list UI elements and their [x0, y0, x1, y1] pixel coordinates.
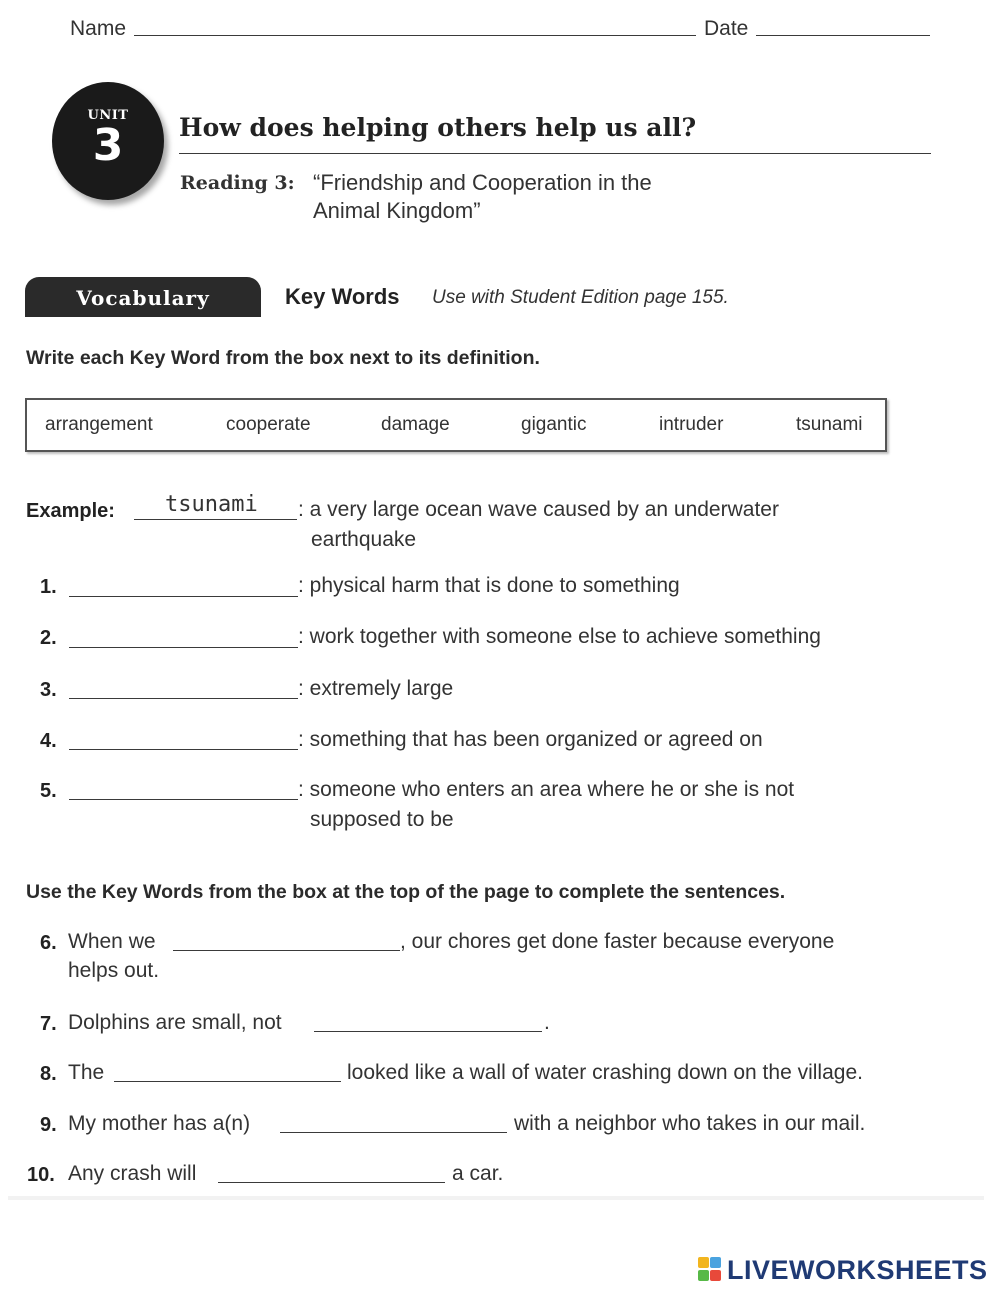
- instructions-part1: Write each Key Word from the box next to its definition.: [26, 347, 540, 369]
- sentence-text-before: Dolphins are small, not: [68, 1011, 282, 1034]
- student-edition-note: Use with Student Edition page 155.: [432, 287, 729, 308]
- definition-number: 5.: [40, 780, 57, 802]
- sentence-number: 7.: [40, 1013, 57, 1035]
- date-label: Date: [704, 17, 749, 40]
- word-box-item: gigantic: [521, 414, 587, 435]
- key-words-label: Key Words: [285, 284, 400, 309]
- sentence-text-before: Any crash will: [68, 1162, 197, 1185]
- definition-text-line2: supposed to be: [310, 808, 454, 831]
- example-definition-line1: : a very large ocean wave caused by an underwater: [298, 498, 779, 521]
- word-box-item: damage: [381, 414, 450, 435]
- date-field[interactable]: [756, 35, 930, 36]
- sentence-answer-blank[interactable]: [314, 1031, 542, 1032]
- unit-label: UNIT: [87, 108, 129, 123]
- sentence-text-line2: helps out.: [68, 959, 160, 982]
- instructions-part2: Use the Key Words from the box at the top of the page to complete the sentences.: [26, 881, 786, 903]
- example-blank: [134, 519, 297, 520]
- reading-title-line2: Animal Kingdom”: [313, 198, 481, 223]
- definition-text: : something that has been organized or agreed on: [298, 728, 763, 751]
- page-title: How does helping others help us all?: [179, 113, 697, 142]
- sentence-text-before: My mother has a(n): [68, 1112, 251, 1135]
- page-bottom-edge: [8, 1196, 984, 1200]
- word-box-item: cooperate: [226, 414, 311, 435]
- sentence-text-after: , our chores get done faster because everyone: [400, 930, 835, 953]
- sentence-number: 8.: [40, 1063, 57, 1085]
- definition-text: : someone who enters an area where he or she is not: [298, 778, 795, 801]
- definition-text: : work together with someone else to achieve something: [298, 625, 821, 648]
- definition-answer-blank[interactable]: [69, 647, 298, 648]
- sentence-answer-blank[interactable]: [114, 1081, 341, 1082]
- example-definition-line2: earthquake: [311, 528, 417, 551]
- sentence-text-after: .: [544, 1011, 550, 1034]
- sentence-text-before: When we: [68, 930, 156, 953]
- name-label: Name: [70, 17, 127, 40]
- sentence-answer-blank[interactable]: [173, 950, 400, 951]
- reading-title-line1: “Friendship and Cooperation in the: [313, 170, 652, 195]
- sentence-answer-blank[interactable]: [218, 1182, 445, 1183]
- liveworksheets-brand: LIVEWORKSHEETS: [727, 1255, 988, 1285]
- definition-answer-blank[interactable]: [69, 698, 298, 699]
- definition-text: : physical harm that is done to something: [298, 574, 680, 597]
- example-label: Example:: [26, 500, 115, 522]
- sentence-text-after: with a neighbor who takes in our mail.: [514, 1112, 866, 1135]
- name-field[interactable]: [134, 35, 696, 36]
- vocabulary-tab: Vocabulary: [25, 277, 261, 317]
- word-box-item: tsunami: [796, 414, 863, 435]
- definition-number: 3.: [40, 679, 57, 701]
- word-box-item: intruder: [659, 414, 724, 435]
- definition-number: 1.: [40, 576, 57, 598]
- definition-text: : extremely large: [298, 677, 454, 700]
- word-box: [25, 398, 887, 452]
- definition-number: 4.: [40, 730, 57, 752]
- word-box-item: arrangement: [45, 414, 153, 435]
- liveworksheets-logo-icon: [697, 1255, 723, 1283]
- sentence-text-after: looked like a wall of water crashing down on the village.: [347, 1061, 863, 1084]
- sentence-text-before: The: [68, 1061, 105, 1084]
- definition-answer-blank[interactable]: [69, 596, 298, 597]
- reading-label: Reading 3:: [180, 172, 295, 194]
- definition-answer-blank[interactable]: [69, 749, 298, 750]
- sentence-number: 10.: [27, 1164, 55, 1186]
- sentence-number: 9.: [40, 1114, 57, 1136]
- sentence-answer-blank[interactable]: [280, 1132, 507, 1133]
- definition-answer-blank[interactable]: [69, 799, 298, 800]
- title-rule: [179, 153, 931, 154]
- sentence-number: 6.: [40, 932, 57, 954]
- definition-number: 2.: [40, 627, 57, 649]
- example-answer: tsunami: [165, 492, 258, 517]
- unit-number: 3: [92, 120, 124, 171]
- liveworksheets-logo[interactable]: [697, 1255, 988, 1285]
- sentence-text-after: a car.: [452, 1162, 504, 1185]
- unit-badge: [52, 82, 164, 200]
